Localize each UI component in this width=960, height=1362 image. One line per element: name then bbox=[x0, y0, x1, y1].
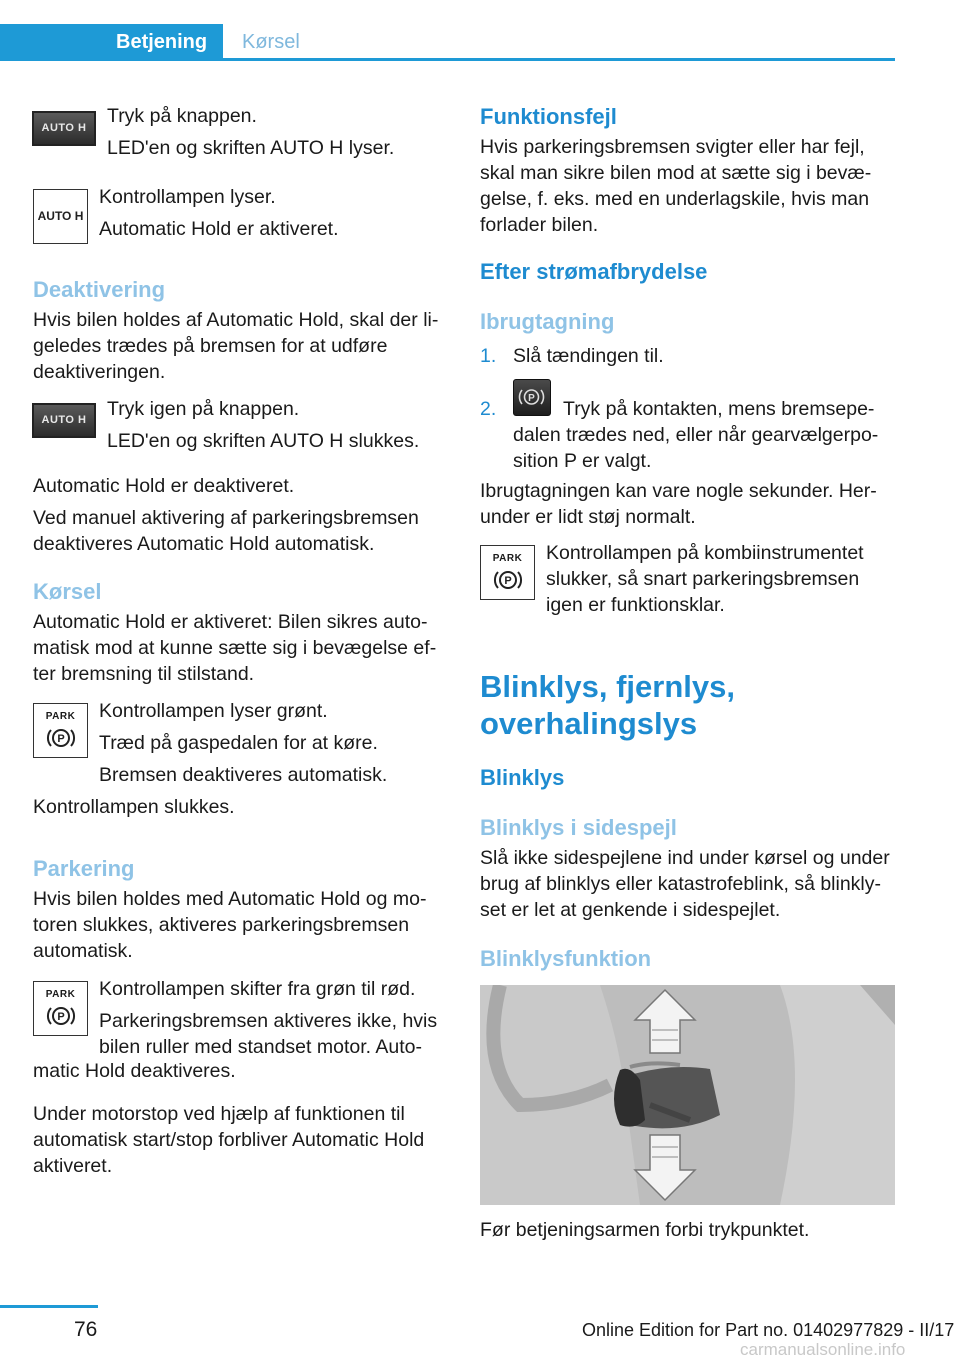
body-text: matic Hold deaktiveres. bbox=[33, 1060, 236, 1082]
body-text: Under motorstop ved hjælp af funktionen til bbox=[33, 1103, 405, 1125]
section-heading-parkering: Parkering bbox=[33, 856, 135, 881]
park-brake-indicator-icon bbox=[33, 981, 88, 1036]
section-heading-funktionsfejl: Funktionsfejl bbox=[480, 104, 617, 129]
brake-circle-icon bbox=[46, 1004, 76, 1028]
instruction-text: Tryk igen på knappen. bbox=[107, 398, 300, 420]
instruction-text: Træd på gaspedalen for at køre. bbox=[99, 732, 378, 754]
body-text: matisk mod at kunne sætte sig i bevægelse ef‐ bbox=[33, 637, 437, 659]
park-brake-indicator-icon bbox=[480, 545, 535, 600]
brake-circle-icon bbox=[514, 380, 549, 414]
instruction-text: LED'en og skriften AUTO H slukkes. bbox=[107, 430, 420, 452]
edition-text: Online Edition for Part no. 01402977829 - II/17 bbox=[582, 1320, 955, 1340]
body-text: Hvis parkeringsbremsen svigter eller har fejl, bbox=[480, 136, 865, 158]
auto-h-button-icon: AUTO H bbox=[32, 403, 96, 438]
body-text: brug af blinklys eller katastrofeblink, så blinkly‐ bbox=[480, 873, 882, 895]
auto-h-indicator-icon: AUTO H bbox=[33, 189, 88, 244]
step-number: 1. bbox=[480, 345, 497, 367]
section-heading-deaktivering: Deaktivering bbox=[33, 277, 166, 302]
section-heading-ibrugtagning: Ibrugtagning bbox=[480, 309, 615, 334]
turn-signal-stalk-illustration bbox=[480, 985, 895, 1205]
status-text: Kontrollampen skifter fra grøn til rød. bbox=[99, 978, 416, 1000]
section-heading-blinklysfunktion: Blinklysfunktion bbox=[480, 946, 652, 971]
body-text: toren slukkes, aktiveres parkeringsbremsen bbox=[33, 914, 410, 936]
body-text: geledes trædes på bremsen for at udføre bbox=[33, 335, 388, 357]
body-text: deaktiveringen. bbox=[33, 361, 166, 383]
section-heading-sidespejl: Blinklys i sidespejl bbox=[480, 815, 677, 840]
body-text: Slå ikke sidespejlene ind under kørsel og under bbox=[480, 847, 890, 869]
step-number: 2. bbox=[480, 398, 497, 420]
body-text: skal man sikre bilen mod at sætte sig i bevæ‐ bbox=[480, 162, 872, 184]
body-text: ter bremsning til stilstand. bbox=[33, 663, 255, 685]
svg-text:P: P bbox=[528, 393, 535, 404]
instruction-text: LED'en og skriften AUTO H lyser. bbox=[107, 137, 395, 159]
body-text: aktiveret. bbox=[33, 1155, 113, 1177]
body-text: Automatic Hold er deaktiveret. bbox=[33, 475, 295, 497]
instruction-text: Tryk på knappen. bbox=[107, 105, 257, 127]
step-text: Tryk på kontakten, mens bremsepe‐ bbox=[563, 398, 875, 420]
status-text: slukker, så snart parkeringsbremsen bbox=[546, 568, 860, 590]
section-heading-stromafbrydelse: Efter strømafbrydelse bbox=[480, 259, 708, 284]
chapter-heading: overhalingslys bbox=[480, 706, 698, 741]
status-text: Automatic Hold er aktiveret. bbox=[99, 218, 339, 240]
section-heading-blinklys: Blinklys bbox=[480, 765, 565, 790]
tab-betjening[interactable]: Betjening bbox=[0, 24, 223, 61]
brake-circle-icon bbox=[46, 726, 76, 750]
park-label: PARK bbox=[45, 711, 76, 722]
status-text: Kontrollampen på kombiinstrumentet bbox=[546, 542, 864, 564]
svg-text:P: P bbox=[57, 733, 65, 745]
body-text: gelse, f. eks. med en underlagskile, hvis man bbox=[480, 188, 870, 210]
header-rule bbox=[0, 58, 895, 61]
body-text: deaktiveres Automatic Hold automatisk. bbox=[33, 533, 375, 555]
svg-text:P: P bbox=[57, 1011, 65, 1023]
body-text: Parkeringsbremsen aktiveres ikke, hvis bbox=[99, 1010, 438, 1032]
body-text: set er let at genkende i sidespejlet. bbox=[480, 899, 781, 921]
body-text: bilen ruller med standset motor. Auto‐ bbox=[99, 1036, 422, 1058]
step-text: Slå tændingen til. bbox=[513, 345, 664, 367]
page-number: 76 bbox=[74, 1318, 98, 1341]
brake-circle-icon bbox=[493, 568, 523, 592]
status-text: Kontrollampen lyser grønt. bbox=[99, 700, 328, 722]
section-heading-korsel: Kørsel bbox=[33, 579, 102, 604]
body-text: Ibrugtagningen kan vare nogle sekunder. Her‐ bbox=[480, 480, 877, 502]
body-text: Hvis bilen holdes med Automatic Hold og mo‐ bbox=[33, 888, 427, 910]
body-text: automatisk start/stop forbliver Automatic Hold bbox=[33, 1129, 425, 1151]
status-text: Kontrollampen lyser. bbox=[99, 186, 276, 208]
footer-rule bbox=[0, 1305, 98, 1308]
parking-brake-switch-icon bbox=[513, 379, 551, 416]
watermark: carmanualsonline.info bbox=[740, 1340, 906, 1359]
park-label: PARK bbox=[492, 553, 523, 564]
park-label: PARK bbox=[45, 989, 76, 1000]
figure-caption: Før betjeningsarmen forbi trykpunktet. bbox=[480, 1219, 810, 1241]
auto-h-button-icon: AUTO H bbox=[32, 111, 96, 146]
chapter-heading: Blinklys, fjernlys, bbox=[480, 669, 735, 704]
status-text: Kontrollampen slukkes. bbox=[33, 796, 235, 818]
body-text: Ved manuel aktivering af parkeringsbremsen bbox=[33, 507, 419, 529]
tab-korsel[interactable]: Kørsel bbox=[242, 31, 300, 53]
body-text: under er lidt støj normalt. bbox=[480, 506, 696, 528]
body-text: Hvis bilen holdes af Automatic Hold, skal der li‐ bbox=[33, 309, 439, 331]
svg-text:P: P bbox=[504, 575, 512, 587]
header-tabs bbox=[0, 24, 895, 61]
step-text: dalen trædes ned, eller når gearvælgerpo‐ bbox=[513, 424, 879, 446]
park-brake-indicator-icon bbox=[33, 703, 88, 758]
step-text: sition P er valgt. bbox=[513, 450, 652, 472]
status-text: igen er funktionsklar. bbox=[546, 594, 725, 616]
body-text: forlader bilen. bbox=[480, 214, 599, 236]
body-text: Automatic Hold er aktiveret: Bilen sikres auto‐ bbox=[33, 611, 428, 633]
status-text: Bremsen deaktiveres automatisk. bbox=[99, 764, 388, 786]
body-text: automatisk. bbox=[33, 940, 133, 962]
